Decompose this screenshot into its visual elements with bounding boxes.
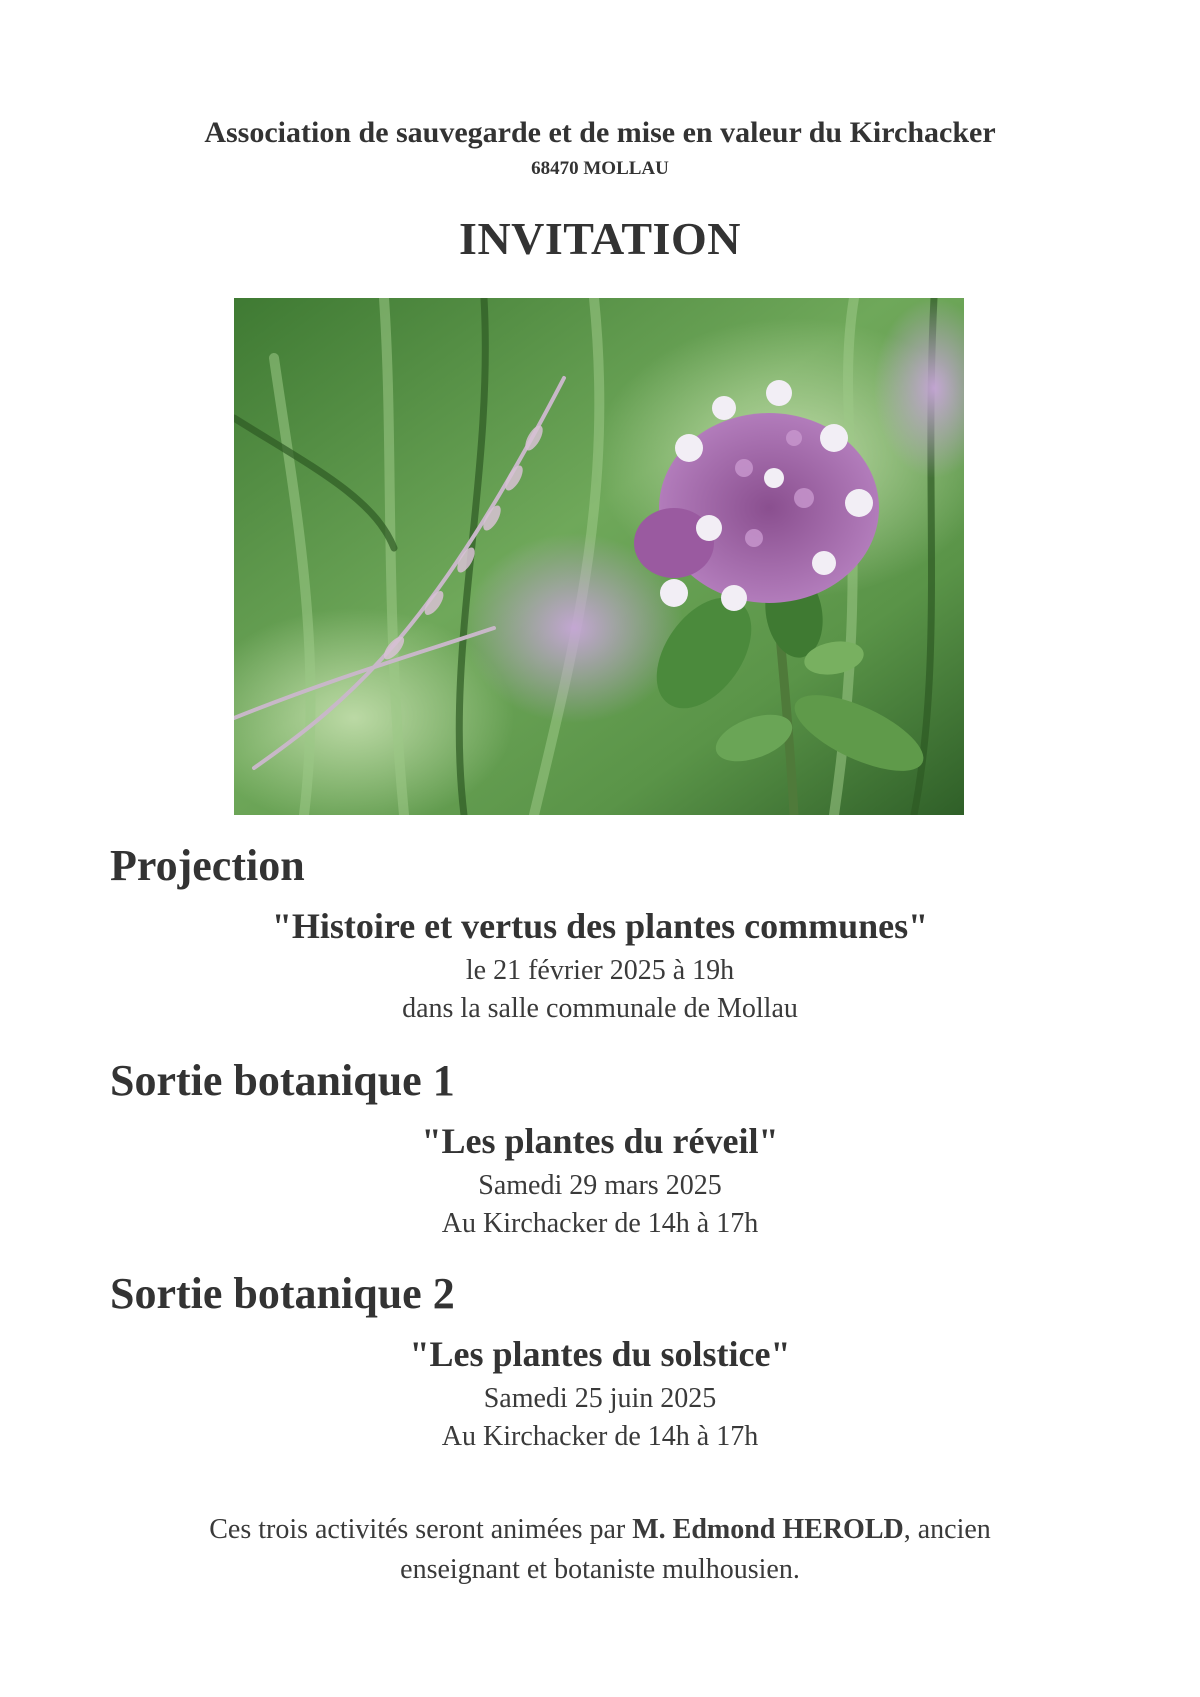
association-city: 68470 MOLLAU: [531, 158, 669, 179]
event-title-projection: Projection: [110, 841, 305, 890]
event-date-projection: le 21 février 2025 à 19h: [465, 955, 735, 986]
event-subtitle-projection: "Histoire et vertus des plantes communes": [271, 906, 929, 946]
association-name: Association de sauvegarde et de mise en valeur du Kirchacker: [204, 116, 996, 149]
page-title: INVITATION: [459, 213, 741, 264]
event-date-sortie-2: Samedi 25 juin 2025: [483, 1383, 717, 1414]
event-place-projection: dans la salle communale de Mollau: [402, 993, 798, 1024]
event-subtitle-sortie-2: "Les plantes du solstice": [409, 1334, 791, 1374]
event-place-sortie-1: Au Kirchacker de 14h à 17h: [441, 1208, 759, 1239]
flower-photo: [234, 298, 964, 815]
event-place-sortie-2: Au Kirchacker de 14h à 17h: [441, 1421, 759, 1452]
closing-after: , ancien: [903, 1514, 991, 1545]
event-date-sortie-1: Samedi 29 mars 2025: [478, 1170, 722, 1201]
thyme-flower-image: [234, 298, 964, 815]
event-title-sortie-2: Sortie botanique 2: [110, 1269, 455, 1318]
event-subtitle-sortie-1: "Les plantes du réveil": [421, 1121, 779, 1161]
host-name: M. Edmond HEROLD: [632, 1514, 904, 1545]
closing-before: Ces trois activités seront animées par: [209, 1514, 633, 1545]
event-title-sortie-1: Sortie botanique 1: [110, 1056, 455, 1105]
closing-line-1: [0, 1510, 1200, 1550]
closing-text: [0, 1510, 1200, 1590]
closing-line-2: enseignant et botaniste mulhousien.: [400, 1554, 800, 1585]
